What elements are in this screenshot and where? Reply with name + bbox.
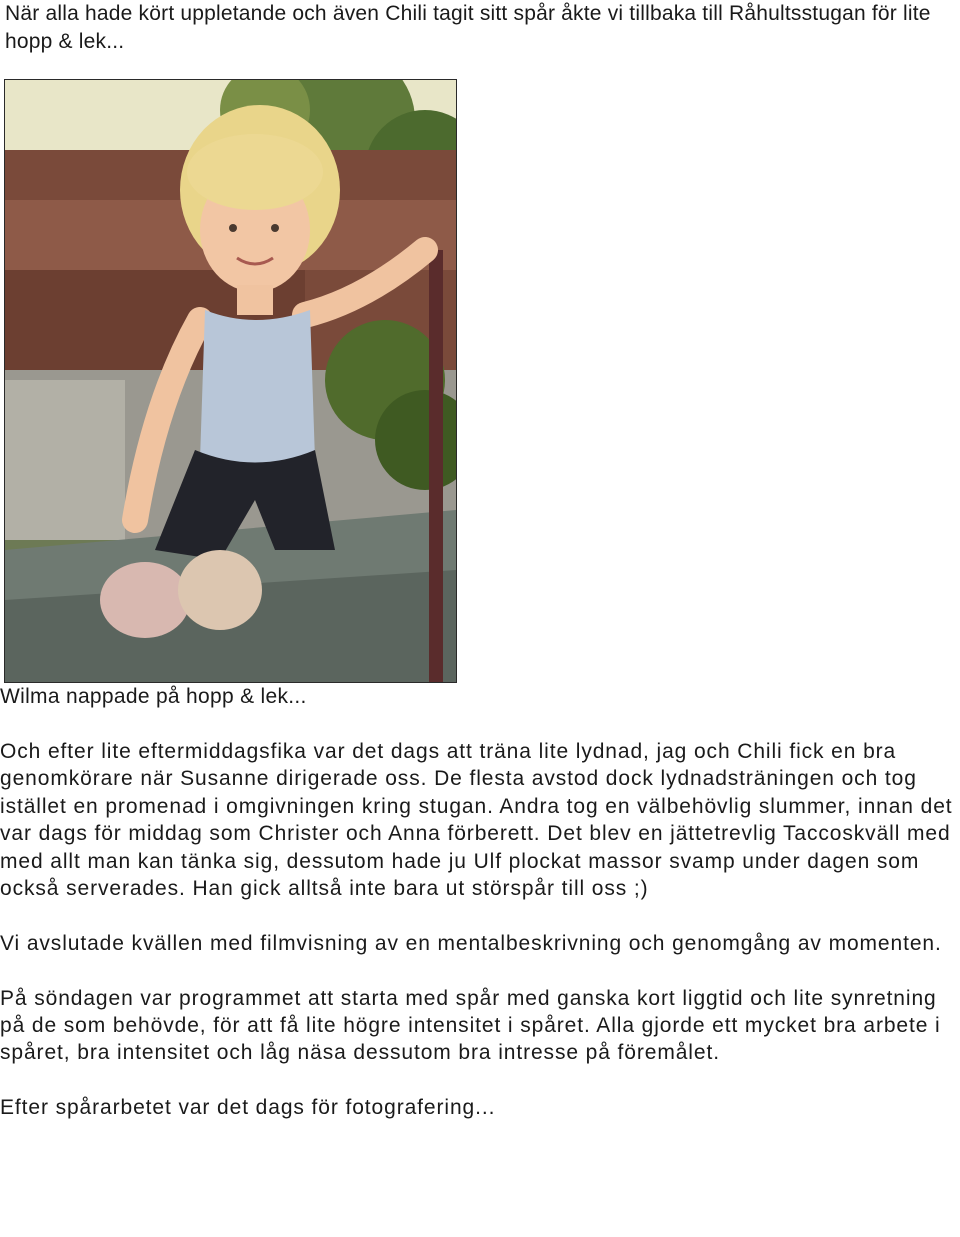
document-page bbox=[5, 0, 957, 56]
body-text bbox=[0, 738, 955, 1122]
photo-caption: Wilma nappade på hopp & lek... bbox=[0, 685, 307, 708]
paragraph-sentence: Andra tog en välbehövlig slummer, innan det var dags för middag som Christer och Anna förberett. bbox=[0, 794, 953, 846]
paragraph: Efter spårarbetet var det dags för fotografering... bbox=[0, 1096, 496, 1120]
paragraph: På söndagen var programmet att starta med spår med ganska kort liggtid och lite synretning på de som behövde, för att få lite högre intensitet i spåret. Alla gjorde ett mycket bra arbete i spåret, bra intensitet och låg näsa dessutom bra intresse på föremålet. bbox=[0, 986, 941, 1065]
girl-on-slide-photo bbox=[4, 79, 457, 683]
paragraph-sentence: Och efter lite eftermiddagsfika var det dags att träna lite lydnad, jag och Chili fick en bra genomkörare när Susanne dirigerade oss. bbox=[0, 740, 897, 791]
paragraph: Vi avslutade kvällen med filmvisning av en mentalbeskrivning och genomgång av momenten. bbox=[0, 931, 942, 955]
paragraph-sentence: Det blev en jättetrevlig Taccoskväll med med allt man kan tänka sig, dessutom hade ju Ulf plockat massor svamp under dagen som också serverades. Han gick alltså inte bara ut störspår till oss ;) bbox=[0, 822, 951, 901]
paragraph-sentence: De flesta avstod dock lydnadsträningen och tog istället en promenad i omgivningen kring stugan. bbox=[0, 767, 917, 818]
intro-paragraph: När alla hade kört uppletande och även Chili tagit sitt spår åkte vi tillbaka till Råhultsstugan för lite hopp & lek... bbox=[5, 2, 931, 53]
photo-illustration bbox=[5, 80, 456, 682]
paragraph bbox=[0, 738, 955, 902]
